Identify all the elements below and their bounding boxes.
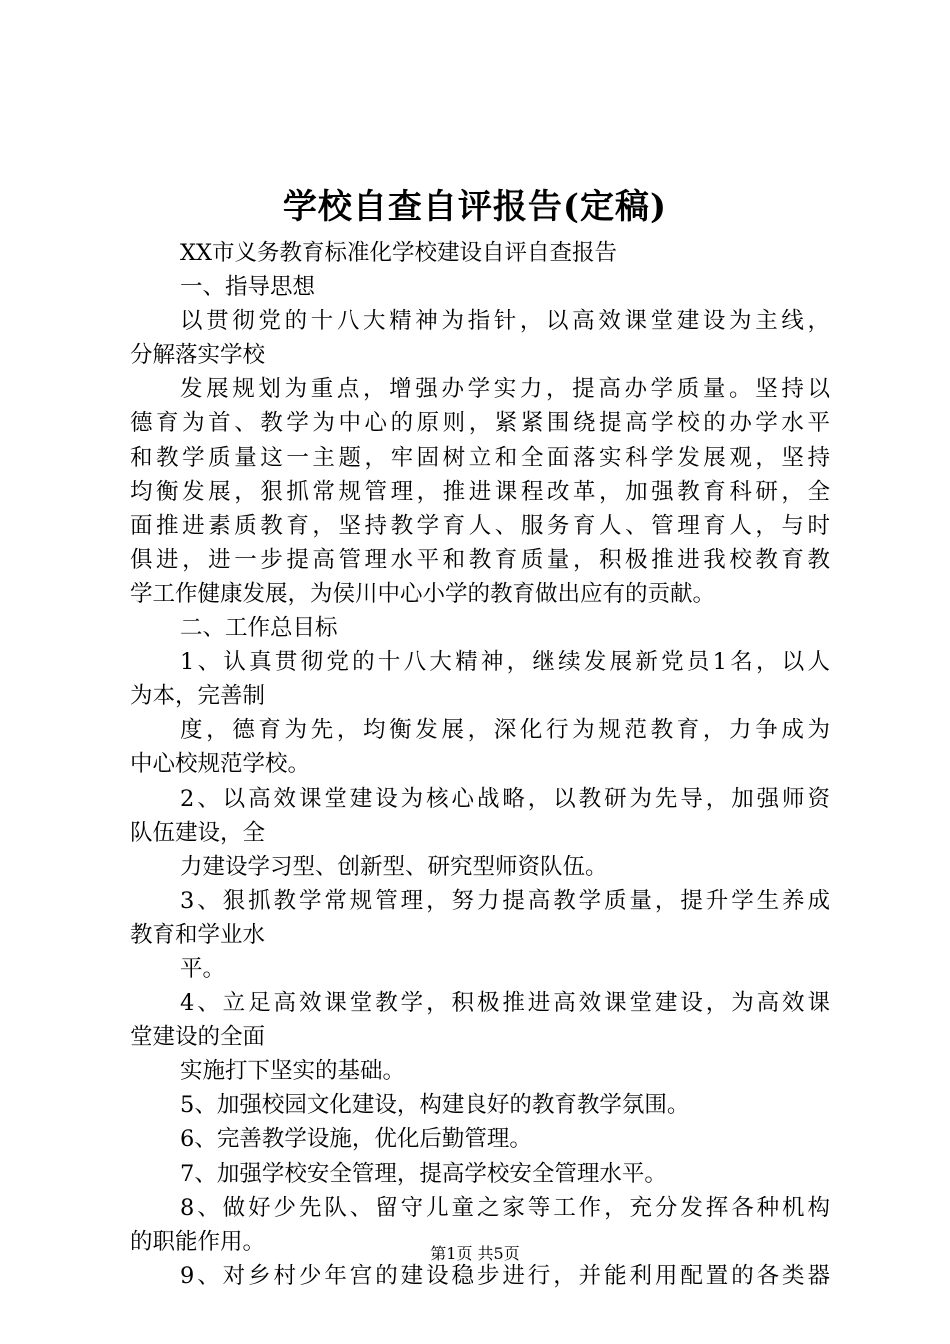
body-line: 和教学质量这一主题，牢固树立和全面落实科学发展观，坚持 [130,444,830,471]
body-line: XX市义务教育标准化学校建设自评自查报告 [180,240,618,266]
body-line: 以贯彻党的十八大精神为指针，以高效课堂建设为主线， [180,308,830,335]
body-line: 学工作健康发展，为侯川中心小学的教育做出应有的贡献。 [130,580,716,607]
body-line: 平。 [180,955,226,982]
body-line: 教育和学业水 [130,921,266,948]
body-line: 5、加强校园文化建设，构建良好的教育教学氛围。 [180,1092,690,1119]
body-line: 一、指导思想 [180,274,316,301]
body-line: 1、认真贯彻党的十八大精神，继续发展新党员1名，以人 [180,649,830,676]
body-line: 2、以高效课堂建设为核心战略，以教研为先导，加强师资 [180,785,830,812]
body-line: 俱进，进一步提高管理水平和教育质量，积极推进我校教育教 [130,546,830,573]
body-line: 为本，完善制 [130,683,266,710]
page-footer: 第1页 共5页 [430,1244,520,1263]
body-line: 力建设学习型、创新型、研究型师资队伍。 [180,853,608,880]
body-line: 中心校规范学校。 [130,751,311,778]
body-line: 4、立足高效课堂教学，积极推进高效课堂建设，为高效课 [180,990,830,1017]
body-line: 的职能作用。 [130,1228,266,1255]
body-line: 发展规划为重点，增强办学实力，提高办学质量。坚持以 [180,376,830,403]
body-line: 8、做好少先队、留守儿童之家等工作，充分发挥各种机构 [180,1194,830,1221]
body-line: 均衡发展，狠抓常规管理，推进课程改革，加强教育科研，全 [130,478,830,505]
document-title: 学校自查自评报告(定稿) [282,187,668,227]
body-line: 9、对乡村少年宫的建设稳步进行，并能利用配置的各类器 [180,1262,830,1289]
body-line: 队伍建设，全 [130,819,266,846]
body-line: 6、完善教学设施，优化后勤管理。 [180,1126,532,1153]
body-line: 面推进素质教育，坚持教学育人、服务育人、管理育人，与时 [130,512,830,539]
body-line: 德育为首、教学为中心的原则，紧紧围绕提高学校的办学水平 [130,410,830,437]
body-line: 3、狠抓教学常规管理，努力提高教学质量，提升学生养成 [180,887,830,914]
body-line: 二、工作总目标 [180,615,338,642]
document-body [130,236,830,1293]
body-line: 堂建设的全面 [130,1024,266,1051]
body-line: 7、加强学校安全管理，提高学校安全管理水平。 [180,1160,667,1187]
body-line: 分解落实学校 [130,342,266,369]
body-line: 度，德育为先，均衡发展，深化行为规范教育，力争成为 [180,717,830,744]
body-line: 实施打下坚实的基础。 [180,1058,406,1085]
